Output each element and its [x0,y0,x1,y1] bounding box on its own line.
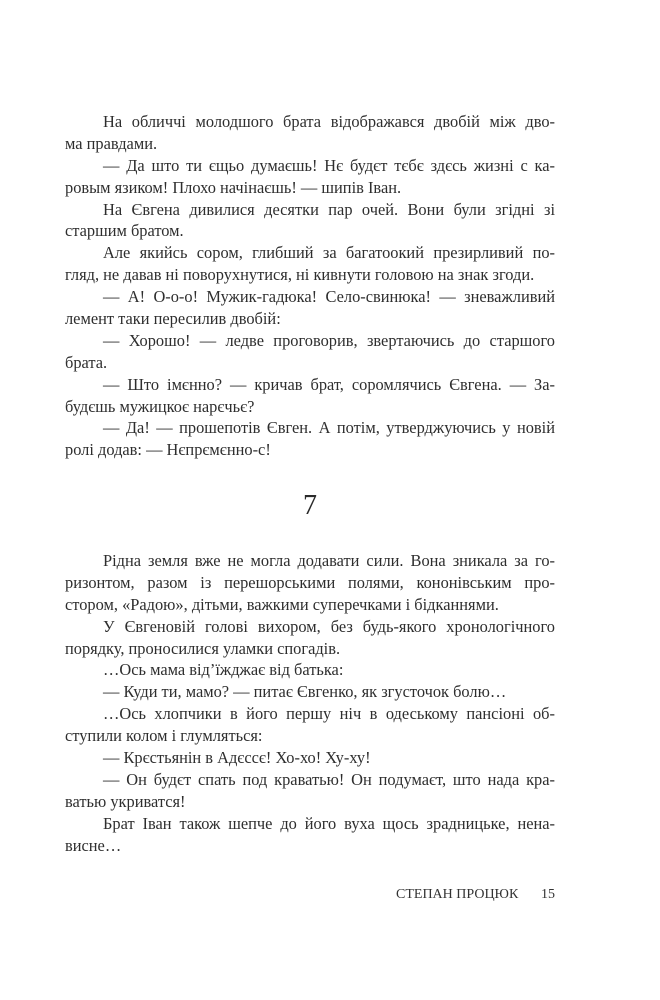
text-line: — Куди ти, мамо? — питає Євгенко, як згусточок болю… [103,682,507,702]
paragraph [65,199,555,243]
paragraph [65,616,555,660]
paragraph [65,681,555,703]
text-line: Рідна земля вже не могла додавати сили. Вона зникала за го- [103,551,555,570]
text-line: лемент таки пересилив двобій: [65,309,281,329]
text-line: старшим братом. [65,221,184,241]
text-line: …Ось хлопчики в його першу ніч в одеському пансіоні об- [103,704,555,724]
text-section-2 [65,550,555,856]
text-line: будєшь мужицкоє нарєчьє? [65,396,255,416]
paragraph [65,813,555,857]
text-line: — Он будєт спать под краватью! Он подумаєт, што нада кра- [103,769,555,789]
text-line: ролі додав: — Нєпрємєнно-с! [65,440,271,460]
text-line: Але якийсь сором, глибший за багатоокий презирливий по- [103,243,555,263]
text-line: Брат Іван також шепче до його вуха щось зрадницьке, нена- [103,813,555,833]
text-line: ступили колом і глумляться: [65,726,263,746]
text-line: У Євгеновій голові вихором, без будь-якого хронологічного [103,616,555,636]
text-line: — Да што ти єщьо думаєшь! Нє будєт тєбє здєсь жизні с ка- [103,155,555,175]
text-line: На обличчі молодшого брата відображався двобій між дво- [103,112,555,131]
paragraph [65,111,555,155]
paragraph [65,769,555,813]
paragraph [65,286,555,330]
text-line: ровым язиком! Плохо начінаєшь! — шипів Іван. [65,177,402,197]
text-line: — Крєстьянін в Адєссє! Хо-хо! Ху-ху! [103,748,371,768]
text-line: брата. [65,352,108,372]
text-line: — Хорошо! — ледве проговорив, звертаючись до старшого [103,330,555,350]
text-line: — Што імєнно? — кричав брат, соромлячись Євгена. — За- [103,374,555,394]
paragraph [65,703,555,747]
text-line: — А! О-о-о! Мужик-гадюка! Село-свинюка! — зневажливий [103,287,555,307]
page-footer [396,887,555,903]
text-line: порядку, проносилися уламки спогадів. [65,638,341,658]
text-line: висне… [65,835,122,855]
paragraph [65,374,555,418]
text-line: ватью укриватся! [65,791,186,811]
text-line: гляд, не давав ні поворухнутися, ні кивнути головою на знак згоди. [65,265,535,285]
paragraph [65,242,555,286]
paragraph [65,155,555,199]
paragraph [65,330,555,374]
paragraph [65,659,555,681]
text-line: …Ось мама від’їжджає від батька: [103,660,344,680]
text-section-1 [65,111,555,461]
page-number: 15 [541,887,555,902]
text-line: — Да! — прошепотів Євген. А потім, утверджуючись у новій [103,418,555,438]
text-line: На Євгена дивилися десятки пар очей. Вони були згідні зі [103,199,555,219]
chapter-heading: 7 [303,490,317,521]
running-author: СТЕПАН ПРОЦЮК [396,887,519,902]
paragraph [65,417,555,461]
paragraph [65,550,555,616]
text-line: ризонтом, разом із перешорськими полями, кононівським про- [65,572,555,592]
text-line: стором, «Радою», дітьми, важкими суперечками і бідканнями. [65,594,499,614]
paragraph [65,747,555,769]
text-line: ма правдами. [65,133,158,153]
